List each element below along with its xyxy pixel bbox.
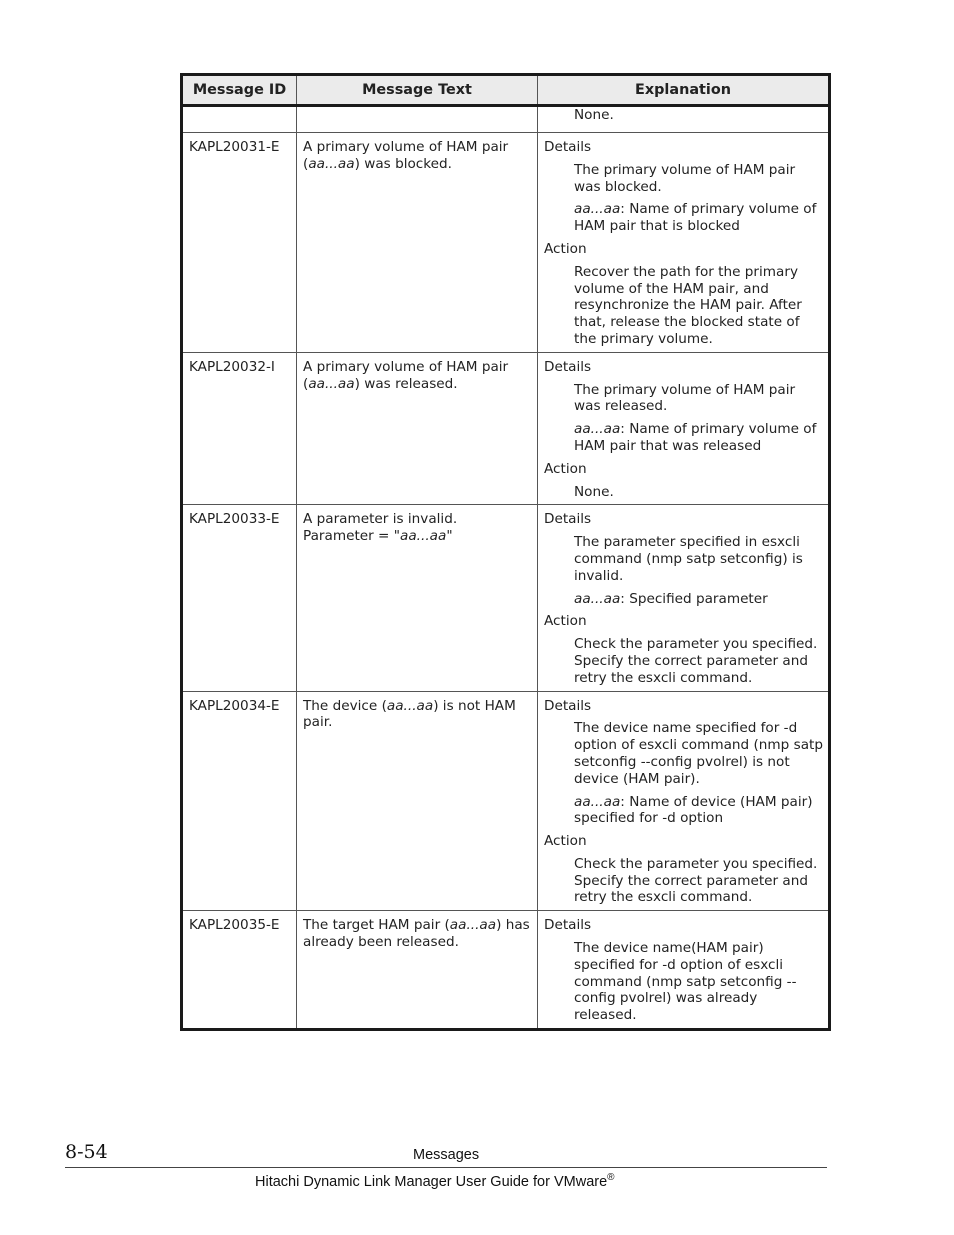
variable-text: aa...aa — [574, 421, 621, 438]
message-text-fragment: A primary volume of HAM pair ( — [303, 139, 509, 172]
explanation-paragraph — [574, 940, 823, 1024]
explanation-paragraph — [574, 636, 823, 686]
explanation-paragraph — [574, 162, 823, 196]
message-id-cell: KAPL20032-I — [182, 352, 297, 505]
message-text-cell — [297, 691, 538, 911]
explanation-text-fragment: : Specified parameter — [620, 590, 768, 607]
explanation-paragraph — [574, 382, 823, 416]
explanation-text-fragment: : Name of primary volume of HAM pair that is blocked — [574, 201, 817, 235]
table-row — [182, 911, 830, 1030]
explanation-section-heading: Details — [544, 917, 592, 934]
message-text-cell — [297, 133, 538, 353]
continuation-text-cell — [297, 106, 538, 133]
page-number: 8-54 — [65, 1141, 108, 1163]
header-message-text: Message Text — [297, 75, 538, 106]
message-id-cell: KAPL20034-E — [182, 691, 297, 911]
variable-text: aa...aa — [400, 528, 447, 545]
message-text-fragment: ) was released. — [354, 375, 458, 392]
variable-text: aa...aa — [574, 201, 621, 218]
explanation-paragraph — [574, 264, 823, 348]
explanation-paragraph — [574, 794, 823, 828]
explanation-section-heading: Details — [544, 358, 592, 375]
explanation-section-heading: Action — [544, 240, 587, 257]
table-row — [182, 133, 830, 353]
message-id-cell: KAPL20033-E — [182, 505, 297, 691]
explanation-cell — [538, 352, 830, 505]
variable-text: aa...aa — [574, 793, 621, 810]
message-text-fragment: The device ( — [303, 697, 387, 714]
header-explanation: Explanation — [538, 75, 830, 106]
explanation-text-fragment: The parameter specified in esxcli command (nmp satp setconfig) is invalid. — [574, 534, 803, 584]
message-text-cell — [297, 352, 538, 505]
variable-text: aa...aa — [449, 917, 497, 934]
explanation-section-heading: Action — [544, 460, 587, 477]
explanation-paragraph — [574, 421, 823, 455]
message-text-fragment: A primary volume of HAM pair ( — [303, 358, 509, 392]
footer-book-title — [255, 1172, 615, 1190]
variable-text: aa...aa — [308, 375, 355, 392]
explanation-paragraph — [574, 201, 823, 235]
explanation-cell — [538, 505, 830, 691]
explanation-text-fragment: Recover the path for the primary volume of the HAM pair, and resynchronize the HAM pair. After that, release the blocked state of the primary volume. — [574, 263, 802, 347]
message-id-cell: KAPL20031-E — [182, 133, 297, 353]
table-row — [182, 505, 830, 691]
explanation-text-fragment: : Name of device (HAM pair) specified for -d option — [574, 793, 813, 827]
variable-text: aa...aa — [574, 590, 621, 607]
message-text-fragment: ) is not HAM pair. — [303, 697, 516, 731]
message-text-fragment: ) has already been released. — [303, 917, 530, 951]
explanation-cell — [538, 911, 830, 1030]
continuation-explanation-text: None. — [574, 107, 614, 123]
message-text-fragment: " — [446, 528, 453, 545]
footer-section-name: Messages — [413, 1147, 480, 1163]
explanation-text-fragment: The device name(HAM pair) specified for -d option of esxcli command (nmp satp setconfig --config pvolrel) was already released. — [574, 940, 797, 1024]
variable-text: aa...aa — [308, 155, 355, 172]
explanation-text-fragment: The primary volume of HAM pair was released. — [574, 381, 796, 415]
table-header-row — [182, 75, 830, 106]
continuation-explanation-cell — [538, 106, 830, 133]
footer-divider — [65, 1167, 827, 1168]
book-title-text: Hitachi Dynamic Link Manager User Guide for VMware — [255, 1173, 608, 1190]
explanation-section-heading: Details — [544, 697, 592, 714]
explanation-text-fragment: : Name of primary volume of HAM pair that was released — [574, 421, 817, 454]
message-text-fragment: The target HAM pair ( — [303, 917, 450, 934]
table-row — [182, 691, 830, 911]
message-id-cell: KAPL20035-E — [182, 911, 297, 1030]
explanation-paragraph — [574, 591, 823, 608]
explanation-section-heading: Details — [544, 139, 592, 155]
variable-text: aa...aa — [386, 697, 434, 714]
trademark-symbol: ® — [607, 1172, 615, 1183]
message-text-fragment: ) was blocked. — [354, 155, 452, 172]
header-message-id: Message ID — [182, 75, 297, 106]
explanation-text-fragment: None. — [574, 483, 614, 500]
explanation-text-fragment: Check the parameter you specified. Specify the correct parameter and retry the esxcli command. — [574, 855, 818, 906]
message-text-cell — [297, 505, 538, 691]
explanation-paragraph — [574, 720, 823, 787]
continuation-row — [182, 106, 830, 133]
explanation-text-fragment: The primary volume of HAM pair was blocked. — [574, 161, 796, 195]
explanation-paragraph — [574, 484, 823, 501]
explanation-section-heading: Details — [544, 511, 592, 528]
explanation-text-fragment: Check the parameter you specified. Specify the correct parameter and retry the esxcli command. — [574, 636, 818, 686]
message-text-cell — [297, 911, 538, 1030]
explanation-paragraph — [574, 856, 823, 906]
explanation-section-heading: Action — [544, 613, 587, 630]
table-row — [182, 352, 830, 505]
message-table — [180, 73, 831, 1031]
explanation-cell — [538, 133, 830, 353]
explanation-cell — [538, 691, 830, 911]
explanation-paragraph — [574, 534, 823, 584]
continuation-id-cell — [182, 106, 297, 133]
explanation-text-fragment: The device name specified for -d option of esxcli command (nmp satp setconfig --config pvolrel) is not device (HAM pair). — [574, 720, 823, 787]
message-text-fragment: A parameter is invalid. Parameter = " — [303, 511, 458, 545]
explanation-section-heading: Action — [544, 833, 587, 850]
